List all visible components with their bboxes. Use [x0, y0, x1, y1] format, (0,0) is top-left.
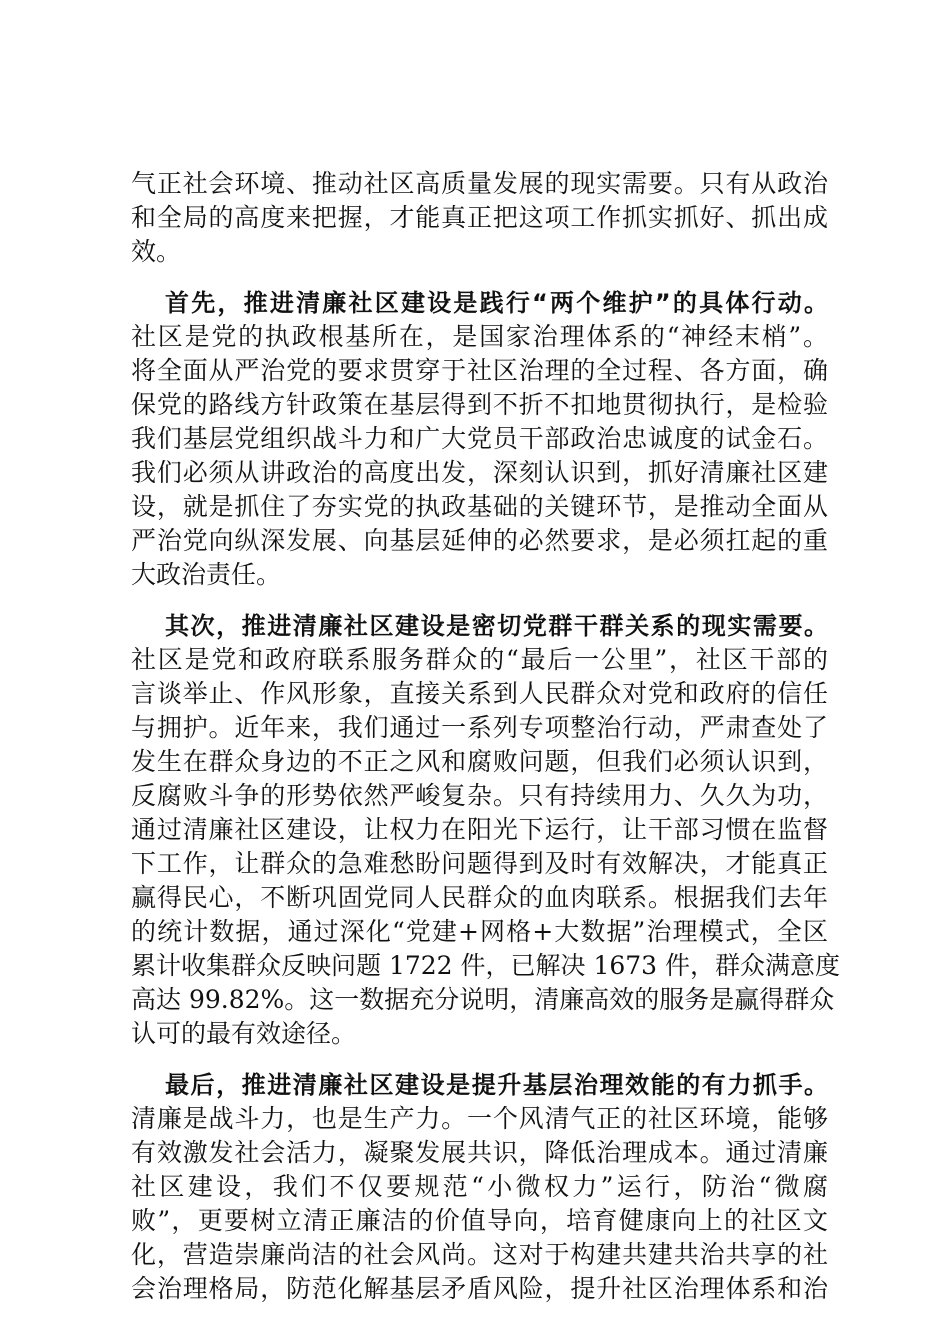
paragraph-line: 社区是党的执政根基所在，是国家治理体系的“神经末梢”。: [131, 322, 828, 351]
intro-line-1: 气正社会环境、推动社区高质量发展的现实需要。只有从政治: [131, 169, 828, 198]
paragraph-line: 保党的路线方针政策在基层得到不折不扣地贯彻执行，是检验: [131, 390, 828, 419]
paragraph-line: 设，就是抓住了夯实党的执政基础的关键环节，是推动全面从: [131, 492, 828, 521]
paragraph-line: 败”，更要树立清正廉洁的价值导向，培育健康向上的社区文: [131, 1206, 828, 1235]
paragraph-line: 赢得民心，不断巩固党同人民群众的血肉联系。根据我们去年: [131, 883, 828, 912]
paragraph-line: 认可的最有效途径。: [131, 1019, 357, 1048]
paragraph-line: 我们基层党组织战斗力和广大党员干部政治忠诚度的试金石。: [131, 424, 828, 453]
paragraph-line: 累计收集群众反映问题 1722 件，已解决 1673 件，群众满意度: [131, 951, 841, 980]
paragraph-line: 清廉是战斗力，也是生产力。一个风清气正的社区环境，能够: [131, 1104, 828, 1133]
paragraph-line: 化，营造崇廉尚洁的社会风尚。这对于构建共建共治共享的社: [131, 1240, 828, 1269]
paragraph-line: 高达 99.82%。这一数据充分说明，清廉高效的服务是赢得群众: [131, 985, 835, 1014]
paragraph-line: 将全面从严治党的要求贯穿于社区治理的全过程、各方面，确: [131, 356, 828, 385]
paragraph-line: 社区是党和政府联系服务群众的“最后一公里”，社区干部的: [131, 645, 828, 674]
paragraph-line: 下工作，让群众的急难愁盼问题得到及时有效解决，才能真正: [131, 849, 828, 878]
paragraph-line: 反腐败斗争的形势依然严峻复杂。只有持续用力、久久为功，: [131, 781, 828, 810]
paragraph-line: 大政治责任。: [131, 560, 282, 589]
paragraph-line: 通过清廉社区建设，让权力在阳光下运行，让干部习惯在监督: [131, 815, 828, 844]
paragraph-line: 我们必须从讲政治的高度出发，深刻认识到，抓好清廉社区建: [131, 458, 828, 487]
intro-line-3: 效。: [131, 237, 182, 266]
section-second-heading: 其次，推进清廉社区建设是密切党群干群关系的现实需要。: [165, 612, 828, 640]
paragraph-line: 严治党向纵深发展、向基层延伸的必然要求，是必须扛起的重: [131, 526, 828, 555]
paragraph-line: 与拥护。近年来，我们通过一系列专项整治行动，严肃查处了: [131, 713, 828, 742]
paragraph-line: 会治理格局，防范化解基层矛盾风险，提升社区治理体系和治: [131, 1274, 828, 1303]
section-third-heading: 最后，推进清廉社区建设是提升基层治理效能的有力抓手。: [165, 1071, 828, 1099]
section-first-heading: 首先，推进清廉社区建设是践行“两个维护”的具体行动。: [165, 289, 828, 317]
paragraph-line: 的统计数据，通过深化“党建+网格+大数据”治理模式，全区: [131, 917, 828, 946]
paragraph-line: 发生在群众身边的不正之风和腐败问题，但我们必须认识到，: [131, 747, 828, 776]
paragraph-line: 言谈举止、作风形象，直接关系到人民群众对党和政府的信任: [131, 679, 828, 708]
paragraph-line: 社区建设，我们不仅要规范“小微权力”运行，防治“微腐: [131, 1172, 828, 1201]
paragraph-line: 有效激发社会活力，凝聚发展共识，降低治理成本。通过清廉: [131, 1138, 828, 1167]
intro-line-2: 和全局的高度来把握，才能真正把这项工作抓实抓好、抓出成: [131, 203, 828, 232]
